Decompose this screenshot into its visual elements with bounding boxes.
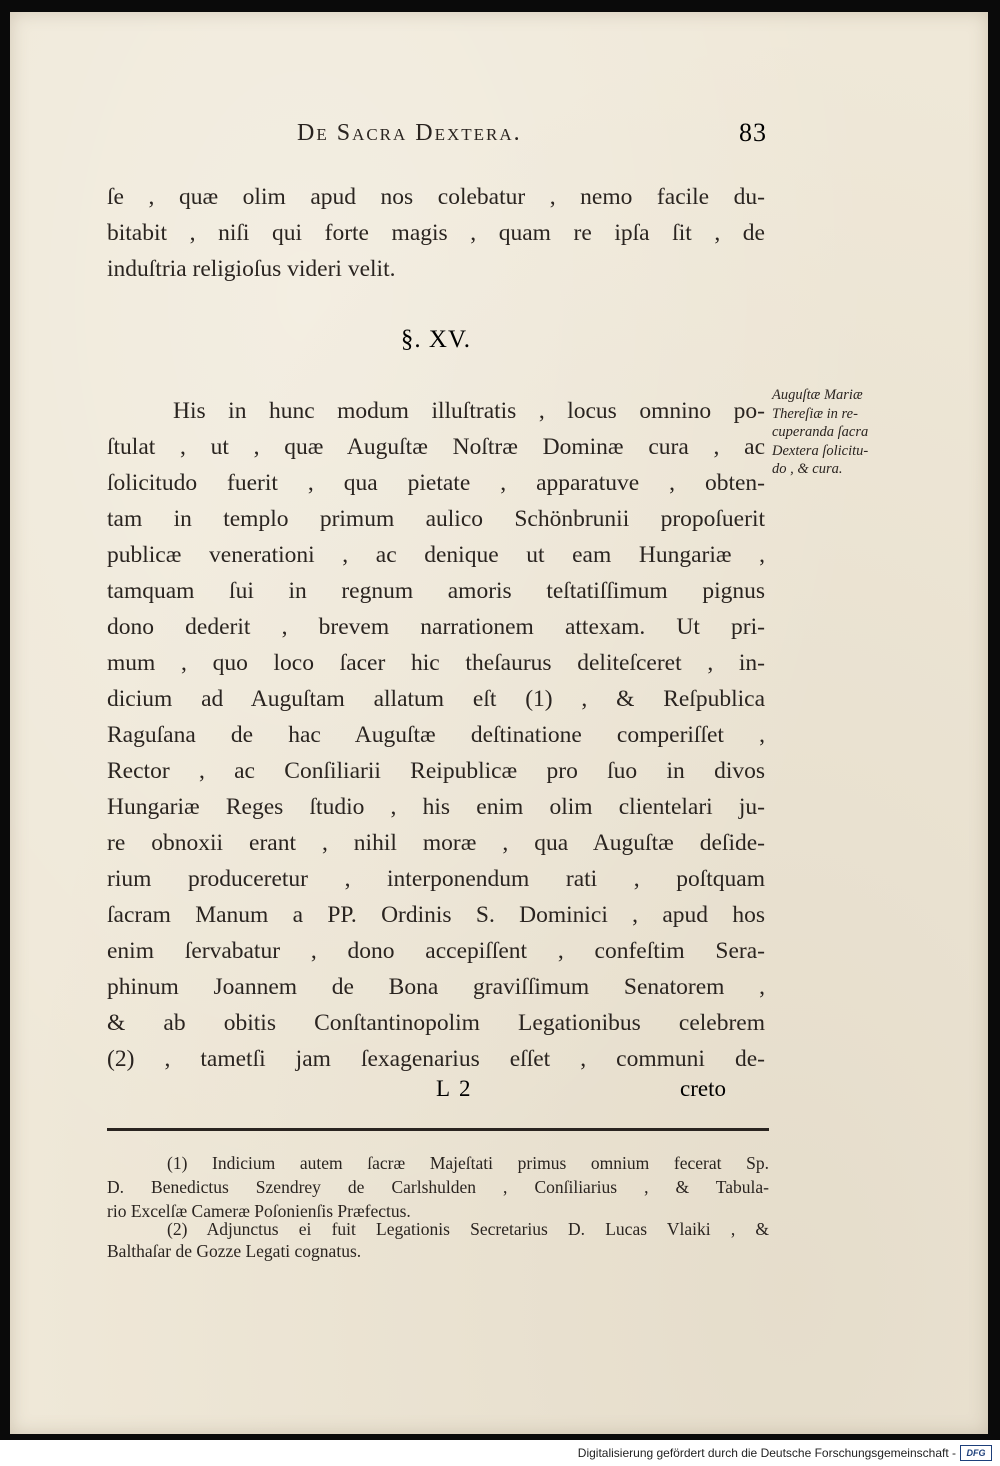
marginal-note [772, 386, 922, 479]
body-line: tam in templo primum aulico Schönbrunii propoſuerit [107, 506, 765, 532]
running-title: De Sacra Dextera. [297, 120, 522, 146]
body-line: rium produceretur , interponendum rati , poſtquam [107, 866, 765, 892]
catchword: creto [680, 1076, 726, 1101]
footer-bar [0, 1440, 1000, 1466]
body-line: (2) , tametſi jam ſexagenarius eſſet , communi de- [107, 1046, 765, 1072]
body-line: dicium ad Auguſtam allatum eſt (1) , & Reſpublica [107, 686, 765, 712]
dfg-logo-icon: DFG [960, 1445, 992, 1461]
footnote-line: Balthaſar de Gozze Legati cognatus. [107, 1241, 362, 1261]
body-line: bitabit , niſi qui forte magis , quam re ipſa ſit , de [107, 220, 765, 246]
marginal-note-line: Auguſtæ Mariæ [772, 387, 863, 403]
body-line: dono dederit , brevem narrationem attexam. Ut pri- [107, 614, 765, 640]
marginal-note-line: cuperanda ſacra [772, 424, 869, 440]
body-line: Rector , ac Conſiliarii Reipublicæ pro ſuo in divos [107, 758, 765, 784]
body-line: phinum Joannem de Bona graviſſimum Senatorem , [107, 974, 765, 1000]
page-number: 83 [739, 118, 767, 147]
signature-mark: L 2 [436, 1076, 473, 1101]
marginal-note-line: Thereſiæ in re- [772, 405, 858, 422]
body-line: mum , quo loco ſacer hic theſaurus deliteſceret , in- [107, 650, 765, 676]
body-line: ſe , quæ olim apud nos colebatur , nemo facile du- [107, 184, 765, 210]
footnote-line: rio Excelſæ Cameræ Poſonienſis Præfectus. [107, 1201, 411, 1221]
footer-credit: Digitalisierung gefördert durch die Deutsche Forschungsgemeinschaft - [577, 1446, 956, 1460]
body-line: tamquam ſui in regnum amoris teſtatiſſimum pignus [107, 578, 765, 604]
running-head [107, 120, 767, 164]
body-line: & ab obitis Conſtantinopolim Legationibus celebrem [107, 1010, 765, 1036]
body-line: enim ſervabatur , dono accepiſſent , confeſtim Sera- [107, 938, 765, 964]
footnote-line: D. Benedictus Szendrey de Carlshulden , Conſiliarius , & Tabula- [107, 1177, 769, 1197]
body-line: His in hunc modum illuſtratis , locus omnino po- [173, 398, 765, 424]
body-line: ſolicitudo fuerit , qua pietate , apparatuve , obten- [107, 470, 765, 496]
body-line: Raguſana de hac Auguſtæ deſtinatione comperiſſet , [107, 722, 765, 748]
body-line: ſacram Manum a PP. Ordinis S. Dominici , apud hos [107, 902, 765, 928]
section-heading: §. XV. [400, 326, 472, 353]
body-line: ſtulat , ut , quæ Auguſtæ Noſtræ Dominæ cura , ac [107, 434, 765, 460]
marginal-note-line: do , & cura. [772, 461, 843, 477]
footnote-line: (2) Adjunctus ei fuit Legationis Secretarius D. Lucas Vlaiki , & [167, 1219, 769, 1239]
body-line: publicæ venerationi , ac denique ut eam Hungariæ , [107, 542, 765, 568]
body-line: induſtria religioſus videri velit. [107, 256, 396, 282]
footnote-line: (1) Indicium autem ſacræ Majeſtati primus omnium fecerat Sp. [167, 1153, 769, 1173]
marginal-note-line: Dextera ſolicitu- [772, 442, 869, 459]
body-line: re obnoxii erant , nihil moræ , qua Auguſtæ deſide- [107, 830, 765, 856]
body-line: Hungariæ Reges ſtudio , his enim olim clientelari ju- [107, 794, 765, 820]
footnote-rule [107, 1128, 769, 1131]
